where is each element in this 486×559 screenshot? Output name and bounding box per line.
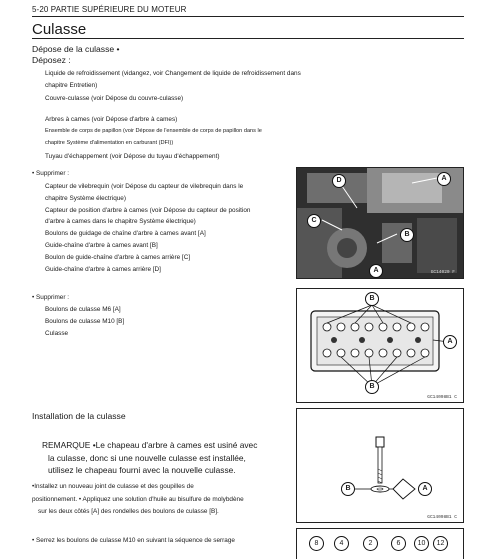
engine-photo-figure: [296, 167, 464, 279]
callout-b: B: [365, 292, 379, 306]
list-item: Tuyau d'échappement (voir Dépose du tuyau d'échappement): [45, 153, 220, 160]
list-item: Guide-chaîne d'arbre à cames arrière [D]: [45, 266, 161, 273]
list-item: Boulons de culasse M6 [A]: [45, 306, 121, 313]
list-item: Ensemble de corps de papillon (voir Dépose de l'ensemble de corps de papillon dans le: [45, 128, 262, 134]
remove-block-label: • Supprimer :: [32, 170, 70, 177]
cylinder-head-figure: [296, 288, 464, 403]
sequence-number: 4: [334, 536, 349, 551]
removal-heading: Dépose de la culasse •: [32, 44, 120, 54]
callout-d: D: [332, 174, 346, 188]
list-item: chapitre Système d'alimentation en carburant (DFI)): [45, 140, 174, 146]
list-item: Capteur de position d'arbre à cames (voir Dépose du capteur de position: [45, 207, 251, 214]
bolt-washer-figure: [296, 408, 464, 523]
sequence-number: 2: [363, 536, 378, 551]
install-step: sur les deux côtés [A] des rondelles des boulons de culasse [B].: [38, 508, 219, 515]
figure-caption: GC14098B1 C: [427, 395, 457, 400]
note-text: utilisez le chapeau fourni avec la nouvelle culasse.: [48, 465, 236, 475]
list-item: Liquide de refroidissement (vidangez, voir Changement de liquide de refroidissement dans: [45, 70, 301, 77]
sequence-number: 8: [309, 536, 324, 551]
list-item: Guide-chaîne d'arbre à cames avant [B]: [45, 242, 158, 249]
callout-a: A: [418, 482, 432, 496]
engine-photo-illustration: [297, 168, 463, 278]
list-item: d'arbre à cames dans le chapitre Système électrique): [45, 218, 196, 225]
note-text: REMARQUE •Le chapeau d'arbre à cames est usiné avec: [42, 440, 258, 450]
install-step: • Serrez les boulons de culasse M10 en suivant la séquence de serrage: [32, 537, 235, 544]
install-heading: Installation de la culasse: [32, 411, 126, 421]
list-item: chapitre Entretien): [45, 82, 98, 89]
install-step: •Installez un nouveau joint de culasse et des goupilles de: [32, 483, 194, 490]
bolt-washer-diagram: [297, 409, 463, 522]
sequence-number: 12: [433, 536, 448, 551]
list-item: Culasse: [45, 330, 69, 337]
callout-a: A: [369, 264, 383, 278]
install-step: positionnement. • Appliquez une solution d'huile au bisulfure de molybdène: [32, 496, 244, 503]
cylinder-head-diagram: [297, 289, 463, 402]
callout-b: B: [365, 380, 379, 394]
list-item: chapitre Système électrique): [45, 195, 126, 202]
list-item: Boulons de guidage de chaîne d'arbre à cames avant [A]: [45, 230, 206, 237]
remove-label: Déposez :: [32, 55, 71, 65]
figure-caption: GC14098B1 C: [427, 515, 457, 520]
list-item: Capteur de vilebrequin (voir Dépose du capteur de vilebrequin dans le: [45, 183, 244, 190]
figure-caption: GC14020 F: [430, 270, 455, 275]
header-rule: [32, 16, 464, 17]
callout-a: A: [443, 335, 457, 349]
title-rule: [32, 38, 464, 39]
note-text: la culasse, donc si une nouvelle culasse est installée,: [48, 453, 246, 463]
list-item: Boulon de guide-chaîne d'arbre à cames arrière [C]: [45, 254, 191, 261]
callout-b: B: [400, 228, 414, 242]
list-item: Boulons de culasse M10 [B]: [45, 318, 125, 325]
sequence-number: 6: [391, 536, 406, 551]
callout-c: C: [307, 214, 321, 228]
list-item: Couvre-culasse (voir Dépose du couvre-culasse): [45, 95, 184, 102]
sequence-number: 10: [414, 536, 429, 551]
page-header: 5-20 PARTIE SUPÉRIEURE DU MOTEUR: [32, 5, 187, 14]
list-item: Arbres à cames (voir Dépose d'arbre à cames): [45, 116, 178, 123]
remove-block-label: • Supprimer :: [32, 294, 70, 301]
page-title: Culasse: [32, 21, 87, 38]
callout-a: A: [437, 172, 451, 186]
callout-b: B: [341, 482, 355, 496]
